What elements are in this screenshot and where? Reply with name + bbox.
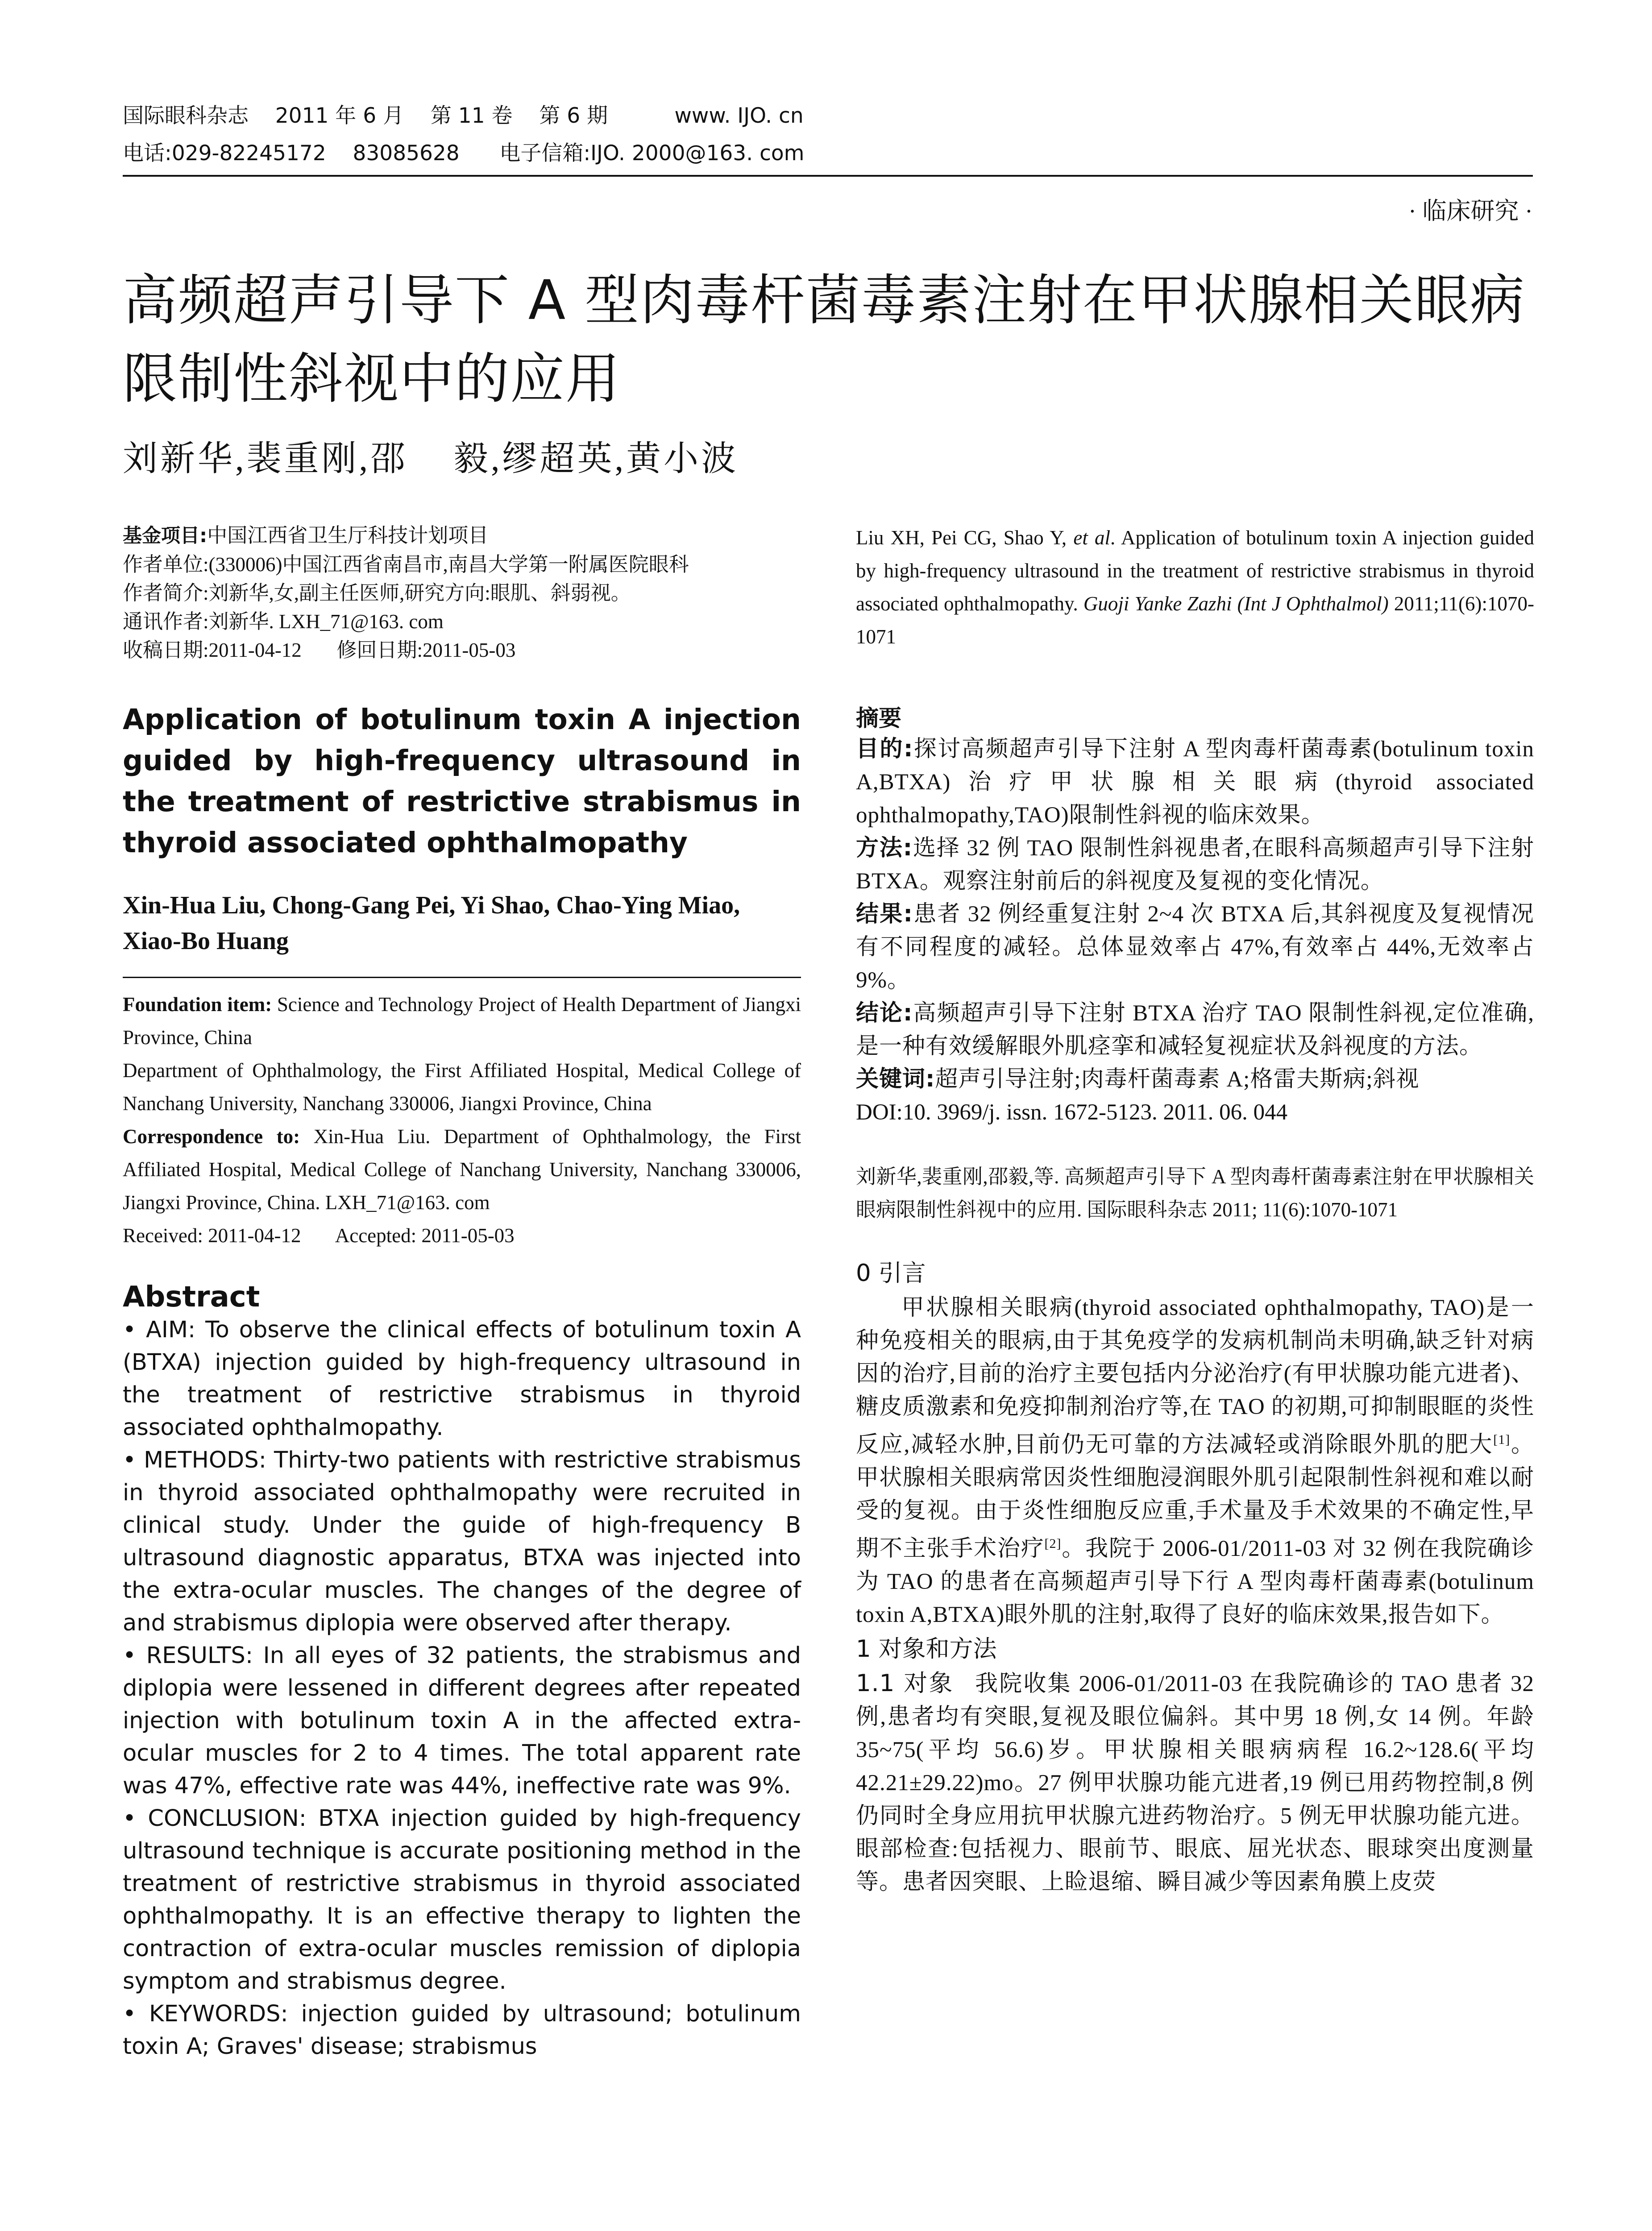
abstract-heading: Abstract (123, 1281, 260, 1314)
subsection-label: 1.1 对象 (856, 1670, 954, 1697)
english-rule (123, 977, 801, 978)
english-authors: Xin-Hua Liu, Chong-Gang Pei, Yi Shao, Chao-Ying Miao, Xiao-Bo Huang (123, 892, 740, 955)
english-metadata (123, 988, 801, 1252)
reference-1[interactable]: [1] (1493, 1432, 1511, 1447)
citation-chinese: 刘新华,裴重刚,邵毅,等. 高频超声引导下 A 型肉毒杆菌毒素注射在甲状腺相关眼病限制性斜视中的应用. 国际眼科杂志 2011; 11(6):1070-1071 (856, 1165, 1534, 1221)
abstract-zh-body (856, 733, 1534, 1129)
abstract-aim: • AIM: To observe the clinical effects of botulinum toxin A (BTXA) injection guided by high-frequency ultrasound in the treatment of restrictive strabismus in thyroid associated ophthalmopathy. (123, 1317, 801, 1441)
correspondence: Correspondence to: Xin-Hua Liu. Department of Ophthalmology, the First Affiliated Hospital, Medical College of Nanchang University, Nanchang 330006, Jiangxi Province, China. LXH_71@163. com (123, 1125, 801, 1214)
abstract-body (123, 1314, 801, 2063)
unit-zh: 作者单位:(330006)中国江西省南昌市,南昌大学第一附属医院眼科 (123, 553, 689, 576)
received-accepted: Received: 2011-04-12 Accepted: 2011-05-03 (123, 1224, 515, 1247)
reference-2[interactable]: [2] (1044, 1536, 1062, 1551)
methods-paragraph: 1.1 对象 我院收集 2006-01/2011-03 在我院确诊的 TAO 患者 32 例,患者均有突眼,复视及眼位偏斜。其中男 18 例,女 14 例。年龄 35~75(平均 56.6)岁。甲状腺相关眼病病程 16.2~128.6(平均 42.21±29.22)mo。27 例甲状腺功能亢进者,19 例已用药物控制,8 例仍同时全身应用抗甲状腺亢进药物治疗。5 例无甲状腺功能亢进。眼部检查:包括视力、眼前节、眼底、屈光状态、眼球突出度测量等。患者因突眼、上睑退缩、瞬目减少等因素角膜上皮荧 (856, 1670, 1534, 1895)
foundation-item: Foundation item: Science and Technology Project of Health Department of Jiangxi Province, China (123, 993, 801, 1049)
intro-paragraph: 甲状腺相关眼病(thyroid associated ophthalmopathy, TAO)是一种免疫相关的眼病,由于其免疫学的发病机制尚未明确,缺乏针对病因的治疗,目前的治疗主要包括内分泌治疗(有甲状腺功能亢进者)、糖皮质激素和免疫抑制剂治疗等,在 TAO 的初期,可抑制眼眶的炎性反应,减轻水肿,目前仍无可靠的方法减轻或消除眼外肌的肥大[1]。甲状腺相关眼病常因炎性细胞浸润眼外肌引起限制性斜视和难以耐受的复视。由于炎性细胞反应重,手术量及手术效果的不确定性,早期不主张手术治疗[2]。我院于 2006-01/2011-03 对 32 例在我院确诊为 TAO 的患者在高频超声引导下行 A 型肉毒杆菌毒素(botulinum toxin A,BTXA)眼外肌的注射,取得了良好的临床效果,报告如下。 (856, 1295, 1534, 1627)
department: Department of Ophthalmology, the First Affiliated Hospital, Medical College of Nanchang University, Nanchang 330006, Jiangxi Province, China (123, 1059, 801, 1115)
methods-heading: 1 对象和方法 (856, 1635, 997, 1663)
abstract-keywords: • KEYWORDS: injection guided by ultrasound; botulinum toxin A; Graves' disease; strabismus (123, 2001, 801, 2060)
doi: DOI:10. 3969/j. issn. 1672-5123. 2011. 06. 044 (856, 1100, 1288, 1125)
metadata-zh (123, 521, 801, 664)
corr-zh: 通讯作者:刘新华. LXH_71@163. com (123, 610, 444, 633)
article-title: 高频超声引导下 A 型肉毒杆菌毒素注射在甲状腺相关眼病限制性斜视中的应用 (123, 269, 1526, 411)
left-column (123, 521, 801, 2063)
fund-zh: 基金项目:中国江西省卫生厅科技计划项目 (123, 524, 489, 547)
bio-zh: 作者简介:刘新华,女,副主任医师,研究方向:眼肌、斜弱视。 (123, 582, 631, 604)
right-column (856, 521, 1534, 1899)
english-title: Application of botulinum toxin A injection guided by high-frequency ultrasound in the treatment of restrictive strabismus in thyroid associated ophthalmopathy (123, 703, 801, 859)
intro-heading: 0 引言 (856, 1260, 926, 1287)
journal-header-line2: 电话:029-82245172 83085628 电子信箱:IJO. 2000@163. com (123, 141, 805, 166)
abstract-zh-results: 结果:患者 32 例经重复注射 2~4 次 BTXA 后,其斜视度及复视情况有不同程度的减轻。总体显效率占 47%,有效率占 44%,无效率占 9%。 (856, 901, 1534, 993)
abstract-zh-methods: 方法:选择 32 例 TAO 限制性斜视患者,在眼科高频超声引导下注射 BTXA。观察注射前后的斜视度及复视的变化情况。 (856, 835, 1535, 894)
abstract-zh-heading: 摘要 (856, 705, 902, 732)
abstract-zh-aim: 目的:探讨高频超声引导下注射 A 型肉毒杆菌毒素(botulinum toxin A,BTXA)治疗甲状腺相关眼病(thyroid associated ophthalmopathy,TAO)限制性斜视的临床效果。 (856, 736, 1534, 828)
abstract-conclusion: • CONCLUSION: BTXA injection guided by high-frequency ultrasound technique is accurate positioning method in the treatment of restrictive strabismus in thyroid associated ophthalmopathy. It is an effective therapy to lighten the contraction of extra-ocular muscles remission of diplopia symptom and strabismus degree. (123, 1805, 801, 1995)
abstract-zh-conclusion: 结论:高频超声引导下注射 BTXA 治疗 TAO 限制性斜视,定位准确,是一种有效缓解眼外肌痉挛和减轻复视症状及斜视度的方法。 (856, 1000, 1534, 1059)
abstract-zh-keywords: 关键词:超声引导注射;肉毒杆菌毒素 A;格雷夫斯病;斜视 (856, 1066, 1420, 1092)
citation-english: Liu XH, Pei CG, Shao Y, et al. Application of botulinum toxin A injection guided by high-frequency ultrasound in the treatment of restrictive strabismus in thyroid associated ophthalmopathy. Guoji Yanke Zazhi (Int J Ophthalmol) 2011;11(6):1070-1071 (856, 527, 1535, 648)
article-authors: 刘新华,裴重刚,邵 毅,缪超英,黄小波 (123, 439, 739, 478)
dates-zh: 收稿日期:2011-04-12 修回日期:2011-05-03 (123, 639, 516, 661)
abstract-methods: • METHODS: Thirty-two patients with restrictive strabismus in thyroid associated ophthalmopathy were recruited in clinical study. Under the guide of high-frequency B ultrasound diagnostic apparatus, BTXA was injected into the extra-ocular muscles. The changes of the degree of and strabismus diplopia were observed after therapy. (123, 1447, 801, 1636)
abstract-results: • RESULTS: In all eyes of 32 patients, the strabismus and diplopia were lessened in different degrees after repeated injection with botulinum toxin A in the affected extra-ocular muscles for 2 to 4 times. The total apparent rate was 47%, effective rate was 44%, ineffective rate was 9%. (123, 1642, 801, 1799)
header-rule (123, 175, 1533, 177)
section-label: · 临床研究 · (1408, 198, 1533, 224)
journal-header-line1: 国际眼科杂志 2011 年 6 月 第 11 卷 第 6 期 www. IJO. cn (123, 104, 804, 128)
